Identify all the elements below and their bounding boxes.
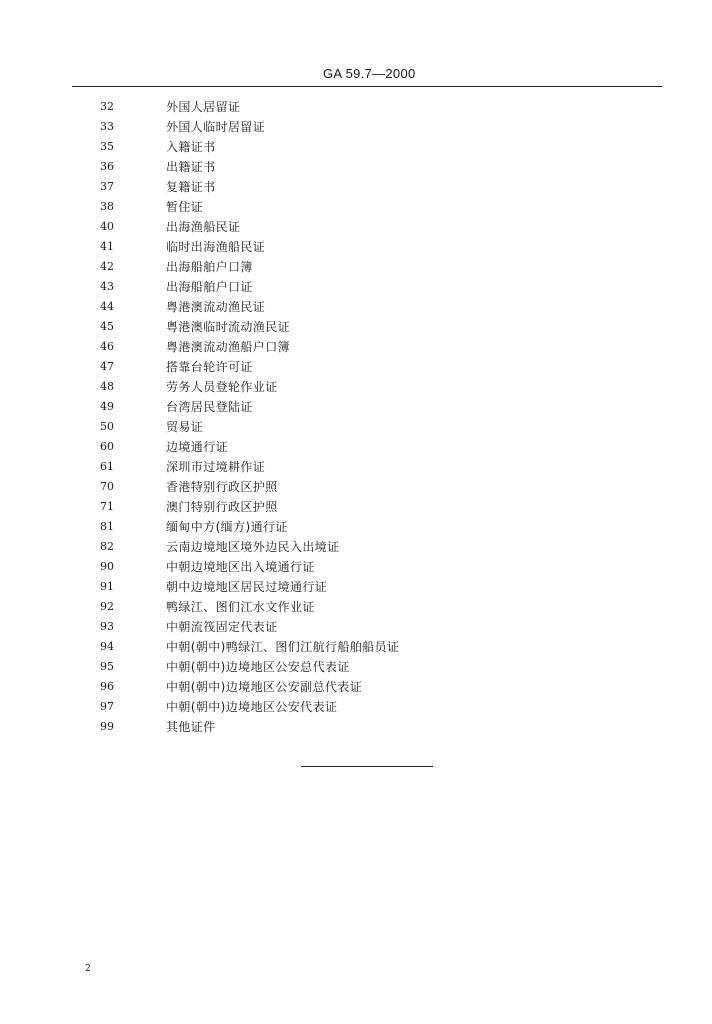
document-type-name: 澳门特别行政区护照 [166,500,278,514]
code-row [0,537,712,557]
code-row [0,617,712,637]
code-row [0,237,712,257]
document-type-name: 深圳市过境耕作证 [166,460,266,474]
code-number: 42 [100,260,114,273]
code-row [0,717,712,737]
document-type-name: 中朝流筏固定代表证 [166,620,278,634]
code-row [0,677,712,697]
code-number: 46 [100,340,114,353]
code-row [0,197,712,217]
code-number: 93 [100,620,114,633]
document-type-name: 复籍证书 [166,180,216,194]
code-number: 90 [100,560,114,573]
code-row [0,97,712,117]
code-number: 49 [100,400,114,413]
code-row [0,477,712,497]
code-row [0,317,712,337]
code-row [0,257,712,277]
document-type-name: 朝中边境地区居民过境通行证 [166,580,328,594]
document-type-name: 出海船舶户口证 [166,280,253,294]
code-number: 43 [100,280,114,293]
code-number: 35 [100,140,114,153]
code-row [0,297,712,317]
document-type-name: 边境通行证 [166,440,229,454]
code-row [0,697,712,717]
header-divider [72,86,662,87]
code-row [0,597,712,617]
code-number: 33 [100,120,114,133]
code-row [0,437,712,457]
document-type-name: 出籍证书 [166,160,216,174]
document-type-name: 暂住证 [166,200,204,214]
document-type-name: 出海船舶户口簿 [166,260,253,274]
code-row [0,137,712,157]
document-type-name: 外国人居留证 [166,100,241,114]
document-type-name: 入籍证书 [166,140,216,154]
document-type-name: 贸易证 [166,420,204,434]
code-row [0,177,712,197]
code-number: 45 [100,320,114,333]
code-row [0,377,712,397]
document-type-name: 中朝(朝中)边境地区公安代表证 [166,700,338,714]
code-row [0,457,712,477]
code-number: 48 [100,380,114,393]
document-type-name: 中朝(朝中)鸭绿江、图们江航行船舶船员证 [166,640,400,654]
document-type-name: 粤港澳临时流动渔民证 [166,320,291,334]
code-row [0,637,712,657]
code-number: 47 [100,360,114,373]
document-type-name: 中朝(朝中)边境地区公安总代表证 [166,660,350,674]
document-type-name: 外国人临时居留证 [166,120,266,134]
code-number: 41 [100,240,114,253]
document-type-name: 云南边境地区境外边民入出境证 [166,540,340,554]
code-number: 91 [100,580,114,593]
code-row [0,217,712,237]
document-type-name: 出海渔船民证 [166,220,241,234]
code-number: 36 [100,160,114,173]
code-row [0,557,712,577]
code-row [0,577,712,597]
code-row [0,517,712,537]
code-number: 71 [100,500,114,513]
code-row [0,397,712,417]
code-number: 94 [100,640,114,653]
page-number: 2 [85,964,91,974]
code-number: 99 [100,720,114,733]
code-number: 61 [100,460,114,473]
code-number: 82 [100,540,114,553]
code-list [0,97,712,737]
code-number: 38 [100,200,114,213]
code-row [0,157,712,177]
end-of-document-rule [301,766,433,767]
code-number: 40 [100,220,114,233]
code-row [0,337,712,357]
code-row [0,117,712,137]
code-number: 81 [100,520,114,533]
code-number: 32 [100,100,114,113]
code-number: 44 [100,300,114,313]
document-type-name: 粤港澳流动渔民证 [166,300,266,314]
code-number: 50 [100,420,114,433]
document-type-name: 中朝边境地区出入境通行证 [166,560,315,574]
code-row [0,417,712,437]
document-type-name: 鸭绿江、图们江水文作业证 [166,600,315,614]
document-type-name: 缅甸中方(缅方)通行证 [166,520,288,534]
code-number: 92 [100,600,114,613]
code-number: 95 [100,660,114,673]
document-type-name: 粤港澳流动渔船户口簿 [166,340,291,354]
document-type-name: 搭靠台轮许可证 [166,360,253,374]
code-number: 96 [100,680,114,693]
standard-code: GA 59.7—2000 [323,66,416,81]
document-type-name: 中朝(朝中)边境地区公安副总代表证 [166,680,363,694]
document-type-name: 临时出海渔船民证 [166,240,266,254]
document-type-name: 台湾居民登陆证 [166,400,253,414]
document-type-name: 香港特别行政区护照 [166,480,278,494]
code-number: 60 [100,440,114,453]
code-number: 37 [100,180,114,193]
code-row [0,657,712,677]
code-row [0,277,712,297]
document-type-name: 劳务人员登轮作业证 [166,380,278,394]
code-row [0,497,712,517]
code-number: 70 [100,480,114,493]
document-type-name: 其他证件 [166,720,216,734]
code-row [0,357,712,377]
code-number: 97 [100,700,114,713]
